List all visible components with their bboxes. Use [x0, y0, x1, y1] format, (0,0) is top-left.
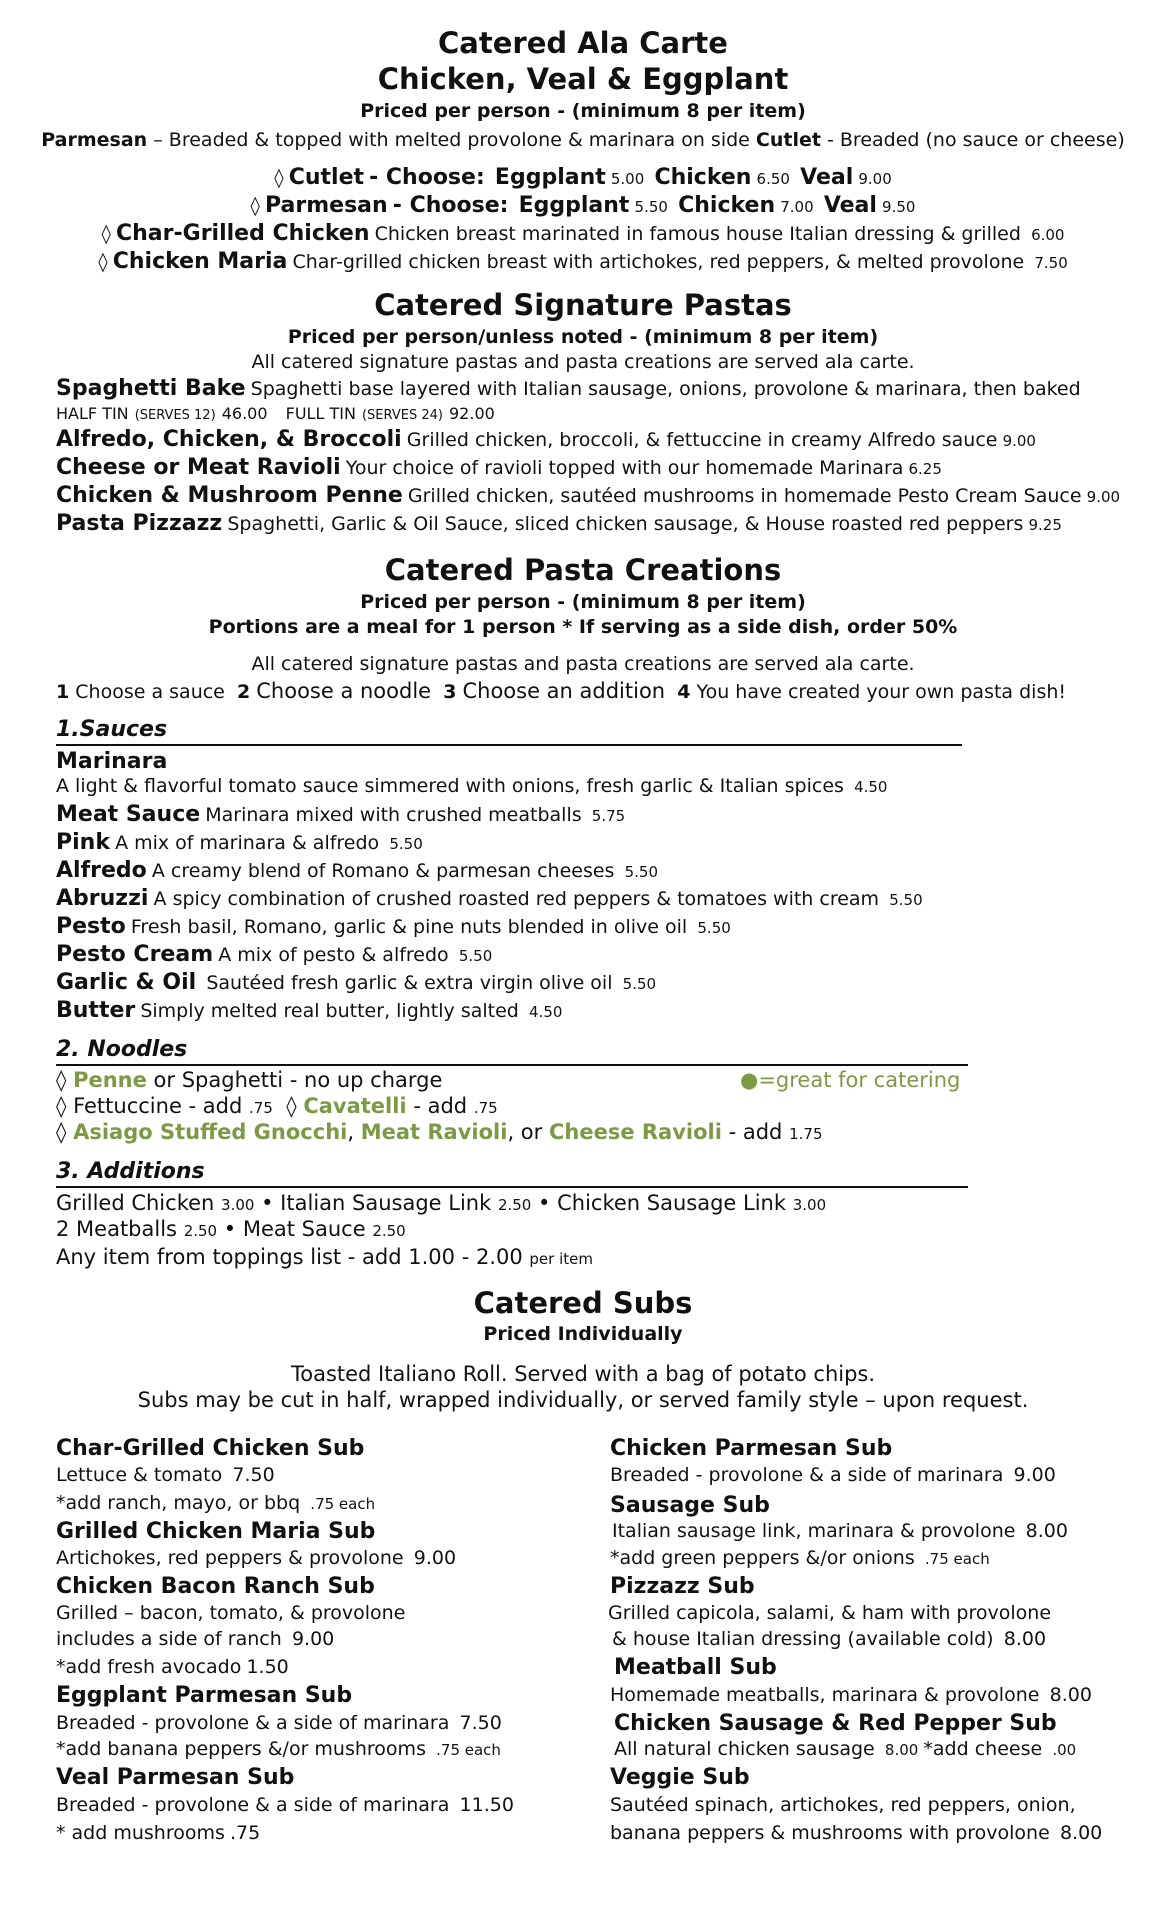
sub-desc-line: [56, 1714, 502, 1734]
signature-item: [56, 484, 1120, 507]
sauce-price: 5.50: [458, 947, 493, 965]
item-name: Pasta Pizzazz: [56, 511, 223, 536]
noodle-gnocchi: Asiago Stuffed Gnocchi: [73, 1120, 348, 1144]
chargrilled-chicken-line: [0, 222, 1166, 245]
cutlet-label: Cutlet: [755, 129, 821, 151]
diamond-bullet-icon: ◊: [101, 223, 111, 245]
sauce-name: Meat Sauce: [56, 802, 201, 827]
addition-chicken-sausage: • Chicken Sausage Link: [538, 1191, 787, 1215]
sauce-item: [56, 803, 625, 826]
sub-desc: Grilled capicola, salami, & ham with provolone: [608, 1602, 1052, 1624]
sub-price: 8.00: [1059, 1822, 1103, 1844]
noodles-heading: 2. Noodles: [56, 1038, 968, 1066]
signature-item: [56, 428, 1036, 451]
sub-name: Chicken Sausage & Red Pepper Sub: [614, 1711, 1057, 1736]
sub-price: 8.00: [1003, 1628, 1047, 1650]
sauce-price: 5.50: [622, 975, 657, 993]
sauce-item: [56, 859, 658, 882]
sauce-desc: A spicy combination of crushed roasted red peppers & tomatoes with cream: [153, 888, 880, 910]
signature-item: [56, 456, 942, 479]
sauce-price: 5.50: [389, 835, 423, 853]
sub-addon-line: [56, 1740, 501, 1760]
sub-addon-line: [56, 1494, 375, 1514]
sub-desc: Italian sausage link, marinara & provolone: [612, 1520, 1016, 1542]
parmesan-line: [0, 194, 1166, 217]
chargrilled-price: 6.00: [1031, 226, 1065, 244]
sauces-heading: 1.Sauces: [56, 718, 962, 746]
parmesan-choose: - Choose:: [392, 193, 509, 218]
step-number: 3: [443, 681, 457, 703]
noodle-cavatelli: Cavatelli: [303, 1094, 407, 1118]
noodle-price: 1.75: [789, 1125, 823, 1143]
noodle-cavatelli-add: - add: [413, 1094, 468, 1118]
cutlet-choose: - Choose:: [369, 165, 485, 190]
sub-desc: Breaded - provolone & a side of marinara: [610, 1464, 1004, 1486]
sauce-price: 5.50: [697, 919, 731, 937]
additions-heading: 3. Additions: [56, 1160, 968, 1188]
item-price: 9.00: [1002, 432, 1036, 450]
cutlet-veal: Veal: [800, 165, 854, 190]
sub-addon-price: .75 each: [924, 1550, 990, 1568]
sauce-price: 5.50: [624, 863, 659, 881]
separator: , or: [507, 1120, 543, 1144]
sub-addon-price: .75: [229, 1822, 261, 1844]
parmesan-veal: Veal: [823, 193, 877, 218]
addition-price: 2.50: [497, 1196, 532, 1214]
sub-name: Grilled Chicken Maria Sub: [56, 1519, 376, 1544]
ala-carte-definitions: [0, 131, 1166, 151]
noodle-cavatelli-price: .75: [473, 1099, 498, 1117]
item-name: Cheese or Meat Ravioli: [56, 455, 341, 480]
sub-addon-line: [56, 1824, 260, 1844]
noodle-penne-rest: or Spaghetti - no up charge: [153, 1068, 443, 1092]
addition-sausage: • Italian Sausage Link: [261, 1191, 492, 1215]
addition-toppings-range: 1.00 - 2.00: [408, 1245, 523, 1269]
sub-desc: Lettuce & tomato: [56, 1464, 223, 1486]
additions-line-1: [56, 1192, 826, 1214]
signature-item: [56, 512, 1062, 535]
creations-price-note: Priced per person - (minimum 8 per item): [360, 591, 806, 613]
full-tin-price: 92.00: [449, 404, 495, 423]
item-desc: Grilled chicken, broccoli, & fettuccine in creamy Alfredo sauce: [406, 429, 998, 451]
parmesan-veal-price: 9.50: [882, 198, 916, 216]
sub-addon: *add ranch, mayo, or bbq: [56, 1492, 301, 1514]
item-desc: Spaghetti, Garlic & Oil Sauce, sliced chicken sausage, & House roasted red peppers: [227, 513, 1024, 535]
sauce-name: Alfredo: [56, 858, 147, 883]
cutlet-eggplant-price: 5.00: [610, 170, 645, 188]
maria-desc: Char-grilled chicken breast with artichokes, red peppers, & melted provolone: [292, 251, 1025, 273]
sub-price: 8.00: [1025, 1520, 1068, 1542]
noodle-add: - add: [728, 1120, 783, 1144]
sub-desc: All natural chicken sausage: [614, 1738, 875, 1760]
noodle-line-3: [56, 1121, 823, 1143]
sauce-price: 5.75: [591, 807, 626, 825]
sub-desc: banana peppers & mushrooms with provolone: [610, 1822, 1050, 1844]
parm-desc: – Breaded & topped with melted provolone & marinara on side: [153, 129, 750, 151]
maria-name: Chicken Maria: [112, 249, 288, 274]
diamond-bullet-icon: ◊: [56, 1094, 67, 1118]
cutlet-chicken-price: 6.50: [756, 170, 790, 188]
sub-desc-line: [56, 1630, 334, 1650]
addition-price: 2.50: [183, 1222, 218, 1240]
item-price: 9.00: [1086, 488, 1121, 506]
subs-intro-2: Subs may be cut in half, wrapped individually, or served family style – upon request.: [137, 1388, 1029, 1412]
creations-title: Catered Pasta Creations: [384, 553, 782, 587]
parmesan-chicken-price: 7.00: [780, 198, 814, 216]
sub-desc: Artichokes, red peppers & provolone: [56, 1547, 404, 1569]
bake-name: Spaghetti Bake: [56, 376, 246, 401]
sub-addon: *add fresh avocado: [56, 1656, 242, 1678]
step-number: 4: [677, 681, 691, 703]
sauce-name: Pesto: [56, 914, 126, 939]
sub-desc-line: [614, 1740, 1076, 1760]
sauce-desc: A creamy blend of Romano & parmesan cheeses: [151, 860, 615, 882]
sub-addon-price: 1.50: [246, 1656, 289, 1678]
sauce-price: 4.50: [854, 778, 888, 796]
full-tin-serves: (SERVES 24): [361, 408, 443, 423]
diamond-bullet-icon: ◊: [250, 195, 260, 217]
sub-desc: includes a side of ranch: [56, 1628, 282, 1650]
step-text: You have created your own pasta dish!: [696, 681, 1066, 703]
spaghetti-bake: [56, 377, 1081, 400]
sauce-item: [56, 971, 656, 994]
sub-price: 9.00: [413, 1547, 457, 1569]
cutlet-line: [0, 166, 1166, 189]
sub-addon: *add green peppers &/or onions: [610, 1547, 915, 1569]
full-tin: FULL TIN: [285, 404, 356, 423]
sauce-item: [56, 777, 887, 797]
cutlet-name: Cutlet: [288, 165, 365, 190]
sub-desc-line: [56, 1796, 514, 1816]
half-tin-serves: (SERVES 12): [134, 408, 216, 423]
cutlet-desc: - Breaded (no sauce or cheese): [827, 129, 1125, 151]
creations-portion-note: Portions are a meal for 1 person * If serving as a side dish, order 50%: [208, 616, 958, 638]
item-name: Alfredo, Chicken, & Broccoli: [56, 427, 402, 452]
additions-line-2: [56, 1218, 406, 1240]
addition-price: 3.00: [221, 1196, 255, 1214]
sub-addon: * add mushrooms: [56, 1822, 225, 1844]
noodle-meat-ravioli: Meat Ravioli: [360, 1120, 508, 1144]
sub-name: Chicken Parmesan Sub: [610, 1436, 893, 1461]
diamond-bullet-icon: ◊: [286, 1094, 297, 1118]
addition-toppings: Any item from toppings list - add: [56, 1245, 402, 1269]
half-tin-price: 46.00: [221, 404, 268, 423]
sub-addon-line: [610, 1549, 990, 1569]
addition-chicken: Grilled Chicken: [56, 1191, 215, 1215]
step-text: Choose a noodle: [256, 679, 432, 703]
subs-title: Catered Subs: [473, 1286, 693, 1320]
sauce-desc: Marinara mixed with crushed meatballs: [205, 804, 582, 826]
diamond-bullet-icon: ◊: [98, 251, 108, 273]
sauce-item: [56, 750, 167, 773]
sub-price: 7.50: [232, 1464, 275, 1486]
sauce-name: Abruzzi: [56, 886, 149, 911]
sub-desc: Homemade meatballs, marinara & provolone: [610, 1684, 1040, 1706]
noodle-fettuccine: Fettuccine - add: [73, 1094, 243, 1118]
sub-desc-line: [612, 1522, 1068, 1542]
parm-label: Parmesan: [41, 129, 148, 151]
addition-meatballs: 2 Meatballs: [56, 1217, 177, 1241]
sauce-item: [56, 943, 492, 966]
sub-desc: Grilled – bacon, tomato, & provolone: [56, 1602, 406, 1624]
noodle-penne: Penne: [73, 1068, 147, 1092]
sauce-name: Marinara: [56, 749, 168, 774]
parmesan-eggplant-price: 5.50: [634, 198, 668, 216]
sub-price: 7.50: [459, 1712, 502, 1734]
sauce-price: 4.50: [529, 1003, 563, 1021]
sauce-desc: Fresh basil, Romano, garlic & pine nuts blended in olive oil: [130, 916, 688, 938]
addition-toppings-unit: per item: [529, 1250, 593, 1268]
maria-price: 7.50: [1034, 254, 1068, 272]
sauce-name: Pink: [56, 830, 110, 855]
subs-intro-1: Toasted Italiano Roll. Served with a bag of potato chips.: [290, 1362, 876, 1386]
chicken-maria-line: [0, 250, 1166, 273]
bake-tins: [56, 404, 495, 424]
sub-desc: & house Italian dressing (available cold): [612, 1628, 994, 1650]
parmesan-eggplant: Eggplant: [518, 193, 630, 218]
sub-addon: *add banana peppers &/or mushrooms: [56, 1738, 426, 1760]
noodle-cheese-ravioli: Cheese Ravioli: [548, 1120, 722, 1144]
sub-desc-line: [610, 1824, 1102, 1844]
sub-addon-line: [56, 1658, 289, 1678]
bake-desc: Spaghetti base layered with Italian sausage, onions, provolone & marinara, then baked: [250, 378, 1081, 400]
item-price: 9.25: [1028, 516, 1062, 534]
sub-addon: *add cheese: [923, 1738, 1043, 1760]
sauce-name: Butter: [56, 998, 136, 1023]
sub-name: Eggplant Parmesan Sub: [56, 1683, 353, 1708]
ala-carte-title: Catered Ala Carte: [438, 26, 728, 60]
sub-addon-price: .00: [1052, 1741, 1077, 1759]
sub-price: 8.00: [1049, 1684, 1092, 1706]
item-name: Chicken & Mushroom Penne: [56, 483, 403, 508]
sub-desc: Sautéed spinach, artichokes, red peppers, onion,: [610, 1794, 1076, 1816]
sauce-price: 5.50: [889, 891, 923, 909]
catering-legend: ●=great for catering: [740, 1068, 961, 1092]
step-number: 2: [236, 681, 251, 703]
sauce-desc: Sautéed fresh garlic & extra virgin olive oil: [206, 972, 613, 994]
sub-name: Chicken Bacon Ranch Sub: [56, 1574, 375, 1599]
diamond-bullet-icon: ◊: [56, 1120, 67, 1144]
noodle-line-2: [56, 1095, 498, 1117]
sauce-name: Pesto Cream: [56, 942, 214, 967]
sauce-name: Garlic & Oil: [56, 970, 197, 995]
creations-served-note: All catered signature pastas and pasta creations are served ala carte.: [251, 653, 915, 675]
item-price: 6.25: [908, 460, 942, 478]
sub-desc-line: [612, 1630, 1046, 1650]
parmesan-chicken: Chicken: [678, 193, 776, 218]
sub-desc: Breaded - provolone & a side of marinara: [56, 1794, 450, 1816]
ala-carte-price-note: Priced per person - (minimum 8 per item): [360, 100, 806, 122]
sub-desc-line: [56, 1549, 456, 1569]
step-text: Choose a sauce: [75, 681, 225, 703]
sub-addon-price: .75 each: [310, 1495, 376, 1513]
addition-price: 2.50: [372, 1222, 406, 1240]
sauce-desc: A light & flavorful tomato sauce simmered with onions, fresh garlic & Italian spices: [56, 775, 844, 797]
sauce-item: [56, 999, 562, 1022]
sub-name: Char-Grilled Chicken Sub: [56, 1436, 365, 1461]
sauce-desc: A mix of pesto & alfredo: [218, 944, 449, 966]
sauce-desc: Simply melted real butter, lightly salted: [140, 1000, 519, 1022]
cutlet-veal-price: 9.00: [858, 170, 892, 188]
sub-addon-price: .75 each: [436, 1741, 501, 1759]
cutlet-eggplant: Eggplant: [494, 165, 606, 190]
chargrilled-desc: Chicken breast marinated in famous house Italian dressing & grilled: [374, 223, 1021, 245]
sub-desc-line: [610, 1466, 1056, 1486]
creation-steps: [56, 680, 1066, 703]
step-number: 1: [56, 681, 70, 703]
sub-name: Pizzazz Sub: [610, 1574, 755, 1599]
sub-price: 9.00: [291, 1628, 335, 1650]
sauce-item: [56, 915, 731, 938]
addition-price: 3.00: [792, 1196, 827, 1214]
addition-meat-sauce: • Meat Sauce: [223, 1217, 366, 1241]
half-tin: HALF TIN: [56, 404, 129, 423]
signature-price-note: Priced per person/unless noted - (minimum 8 per item): [287, 326, 879, 348]
sub-desc: Breaded - provolone & a side of marinara: [56, 1712, 450, 1734]
noodle-line-1: [56, 1069, 442, 1091]
item-desc: Grilled chicken, sautéed mushrooms in homemade Pesto Cream Sauce: [407, 485, 1082, 507]
separator: ,: [347, 1120, 355, 1144]
signature-served-note: All catered signature pastas and pasta creations are served ala carte.: [251, 351, 915, 373]
sauce-desc: A mix of marinara & alfredo: [115, 832, 380, 854]
item-desc: Your choice of ravioli topped with our homemade Marinara: [345, 457, 904, 479]
sub-name: Sausage Sub: [610, 1493, 770, 1518]
diamond-bullet-icon: ◊: [274, 167, 284, 189]
sauce-item: [56, 831, 423, 854]
sauce-item: [56, 887, 923, 910]
sub-desc-line: [56, 1466, 275, 1486]
sub-name: Veal Parmesan Sub: [56, 1765, 295, 1790]
additions-line-3: [56, 1246, 593, 1268]
step-text: Choose an addition: [462, 679, 666, 703]
sub-price: 11.50: [459, 1794, 514, 1816]
chargrilled-name: Char-Grilled Chicken: [116, 221, 370, 246]
sub-name: Veggie Sub: [610, 1765, 750, 1790]
ala-carte-subtitle: Chicken, Veal & Eggplant: [377, 62, 789, 96]
sub-price: 9.00: [1013, 1464, 1056, 1486]
sub-name: Meatball Sub: [614, 1655, 777, 1680]
diamond-bullet-icon: ◊: [56, 1068, 67, 1092]
signature-title: Catered Signature Pastas: [374, 288, 792, 322]
noodle-fettuccine-price: .75: [249, 1099, 273, 1117]
sub-desc-line: [610, 1686, 1092, 1706]
sub-price: 8.00: [884, 1741, 919, 1759]
cutlet-chicken: Chicken: [654, 165, 752, 190]
subs-price-note: Priced Individually: [483, 1323, 683, 1345]
parmesan-name: Parmesan: [265, 193, 388, 218]
